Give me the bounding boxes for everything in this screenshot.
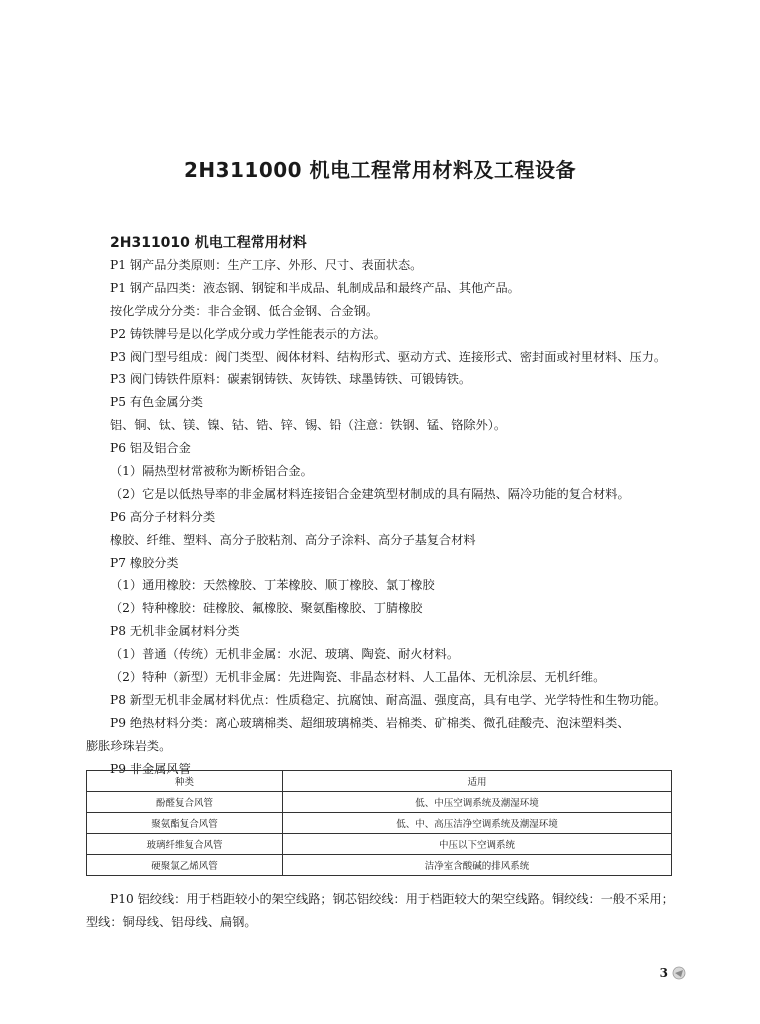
text-line: 型线：铜母线、铝母线、扁钢。 <box>86 914 257 929</box>
text-line: P1 钢产品四类：液态钢、钢锭和半成品、轧制成品和最终产品、其他产品。 <box>110 280 520 295</box>
text-line: 膨胀珍珠岩类。 <box>86 738 172 753</box>
text-line: P3 阀门铸铁件原料：碳素钢铸铁、灰铸铁、球墨铸铁、可锻铸铁。 <box>110 372 472 387</box>
text-line: P7 橡胶分类 <box>110 555 179 570</box>
text-line: P6 高分子材料分类 <box>110 509 216 524</box>
text-line: （1）隔热型材常被称为断桥铝合金。 <box>110 464 313 479</box>
chapter-title: 2H311000 机电工程常用材料及工程设备 <box>183 158 577 182</box>
text-line: 铝、铜、钛、镁、镍、钴、锆、锌、锡、铅（注意：铁钢、锰、铬除外）。 <box>110 418 507 433</box>
text-line: （2）特种（新型）无机非金属：先进陶瓷、非晶态材料、人工晶体、无机涂层、无机纤维。 <box>110 670 606 685</box>
table-header-row <box>87 771 672 792</box>
text-line: P6 铝及铝合金 <box>110 441 191 456</box>
page-corner-icon <box>672 966 686 980</box>
text-line: P5 有色金属分类 <box>110 395 203 410</box>
body-text <box>86 254 676 780</box>
text-line: （2）它是以低热导率的非金属材料连接铝合金建筑型材制成的具有隔热、隔冷功能的复合材料。 <box>110 486 630 501</box>
text-line: P9 绝热材料分类：离心玻璃棉类、超细玻璃棉类、岩棉类、矿棉类、微孔硅酸壳、泡沫塑料类、 <box>110 715 630 730</box>
table-cell: 中压以下空调系统 <box>283 834 672 855</box>
table-row <box>87 855 672 876</box>
non-metal-duct-table <box>86 770 672 876</box>
text-line: P8 新型无机非金属材料优点：性质稳定、抗腐蚀、耐高温、强度高，具有电学、光学特性和生物功能。 <box>110 692 667 707</box>
text-line: P1 钢产品分类原则：生产工序、外形、尺寸、表面状态。 <box>110 258 423 272</box>
text-line: P10 铝绞线：用于档距较小的架空线路；钢芯铝绞线：用于档距较大的架空线路。铜绞线：一般不采用； <box>110 892 674 906</box>
table-cell: 洁净室含酸碱的排风系统 <box>283 855 672 876</box>
text-line: 按化学成分分类：非合金钢、低合金钢、合金钢。 <box>110 303 379 318</box>
section-title: 2H311010 机电工程常用材料 <box>110 235 307 251</box>
table-cell: 玻璃纤维复合风管 <box>87 834 283 855</box>
page-number: 3 <box>659 966 668 980</box>
text-line: P2 铸铁牌号是以化学成分或力学性能表示的方法。 <box>110 326 386 341</box>
table-header-cell: 适用 <box>283 771 672 792</box>
text-line: P9 非金属风管 <box>110 761 191 776</box>
table-cell: 低、中压空调系统及潮湿环境 <box>283 792 672 813</box>
table-cell: 低、中、高压洁净空调系统及潮湿环境 <box>283 813 672 834</box>
tail-text <box>86 888 676 934</box>
table-header-cell: 种类 <box>87 771 283 792</box>
table-cell: 硬聚氯乙烯风管 <box>87 855 283 876</box>
text-line: （1）普通（传统）无机非金属：水泥、玻璃、陶瓷、耐火材料。 <box>110 647 460 662</box>
table-cell: 酚醛复合风管 <box>87 792 283 813</box>
table-cell: 聚氨酯复合风管 <box>87 813 283 834</box>
table-row <box>87 792 672 813</box>
text-line: （1）通用橡胶：天然橡胶、丁苯橡胶、顺丁橡胶、氯丁橡胶 <box>110 578 435 593</box>
table-row <box>87 834 672 855</box>
text-line: （2）特种橡胶：硅橡胶、氟橡胶、聚氨酯橡胶、丁腈橡胶 <box>110 601 423 616</box>
text-line: P8 无机非金属材料分类 <box>110 624 240 639</box>
text-line: P3 阀门型号组成：阀门类型、阀体材料、结构形式、驱动方式、连接形式、密封面或衬里材料、压力。 <box>110 349 667 364</box>
text-line: 橡胶、纤维、塑料、高分子胶粘剂、高分子涂料、高分子基复合材料 <box>110 532 476 547</box>
table-row <box>87 813 672 834</box>
